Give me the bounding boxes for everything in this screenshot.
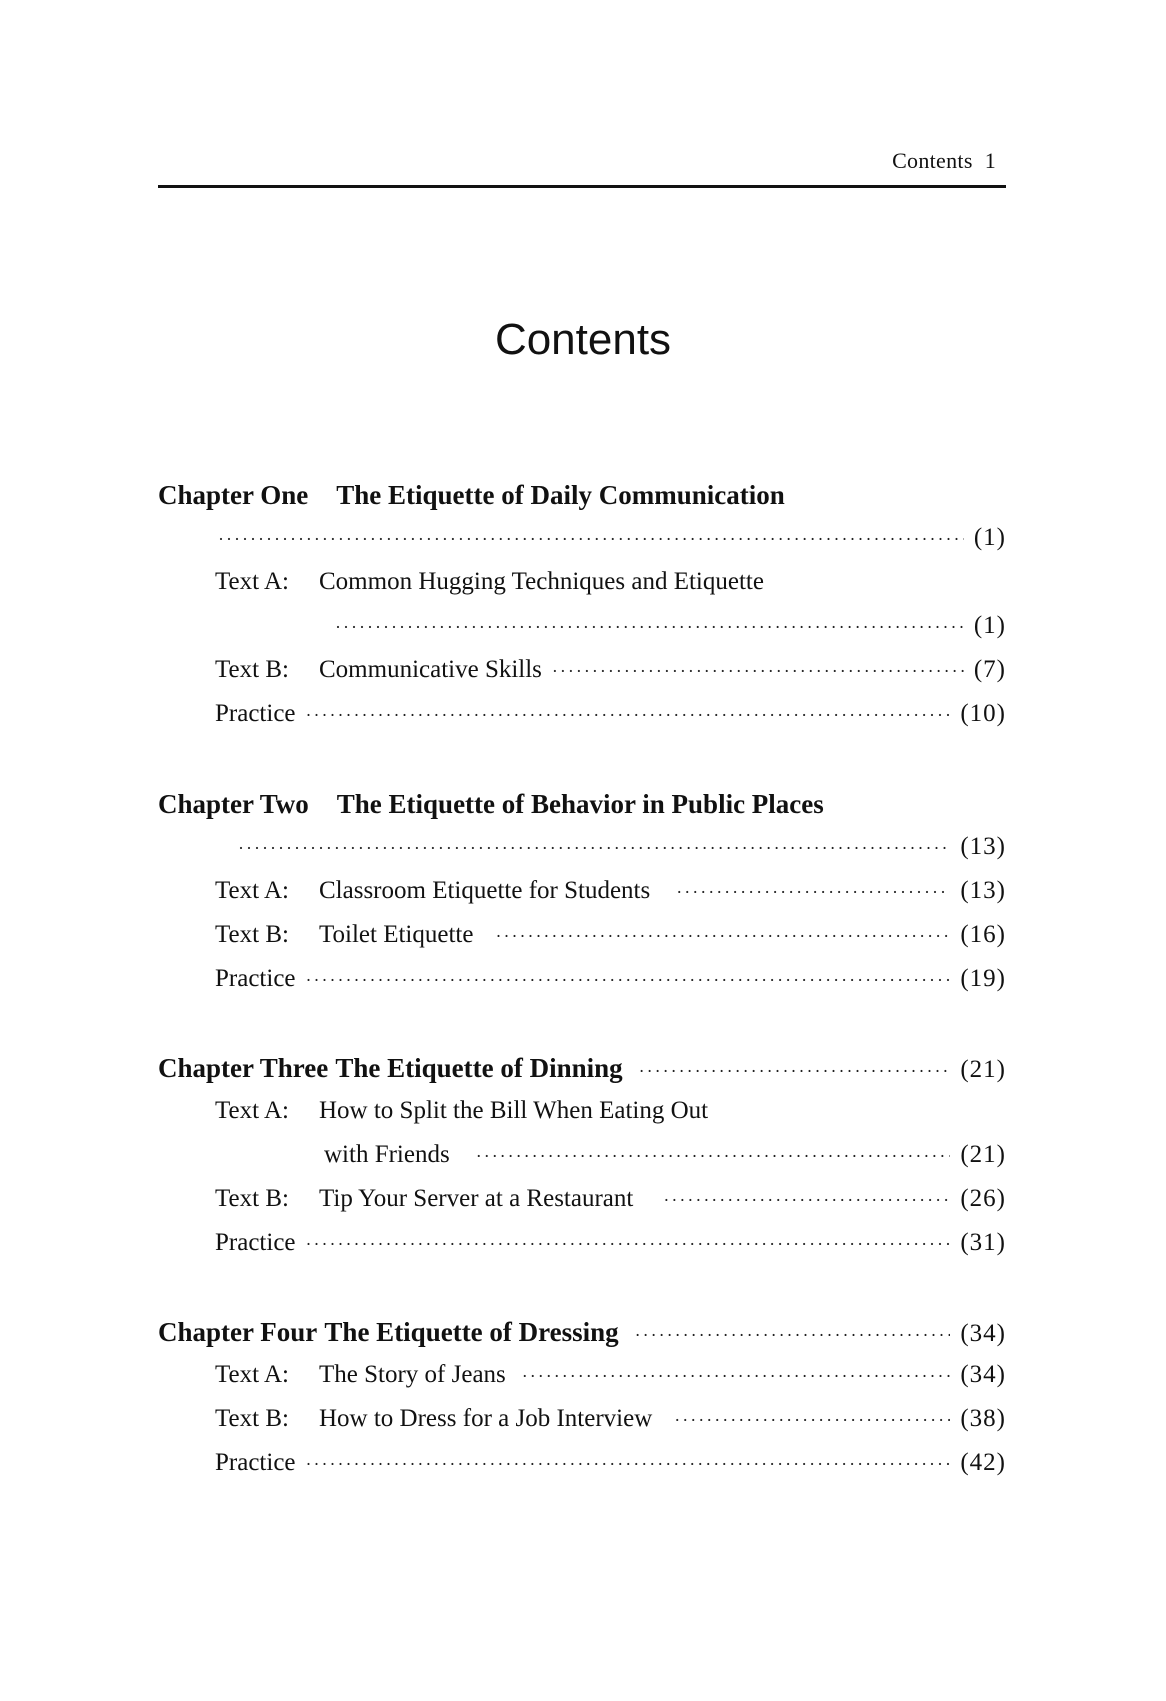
page-number: (1) [973,612,1006,639]
entry-title: Communicative Skills [319,656,542,683]
toc-entry[interactable] [215,1361,1006,1397]
page-number: (21) [960,1141,1006,1168]
entry-label: Text A: [215,1097,289,1124]
page-number: (1) [973,524,1006,551]
toc-entry[interactable] [215,921,1006,957]
page-number: (34) [960,1361,1006,1388]
page-number: (19) [960,965,1006,992]
dot-leader [552,661,964,682]
chapter-label: Chapter One [158,480,309,510]
toc-entry[interactable] [215,1229,1006,1265]
chapter-heading[interactable] [158,1317,1006,1353]
page-number: (31) [960,1229,1006,1256]
toc-entry[interactable] [215,700,1006,736]
entry-label: Text B: [215,1185,289,1212]
entry-label: Text A: [215,1361,289,1388]
page-number: (21) [960,1056,1006,1083]
chapter-heading[interactable] [158,480,1006,516]
page-number: (38) [960,1405,1006,1432]
dot-leader [476,1146,951,1167]
page-number: (10) [960,700,1006,727]
dot-leader [663,1190,950,1211]
chapter-label: Chapter Four [158,1317,318,1347]
page-number: (42) [960,1449,1006,1476]
running-head-page-number: 1 [984,148,996,173]
entry-title: Practice [215,700,296,727]
page-number: (16) [960,921,1006,948]
entry-title-continued: with Friends [324,1141,450,1168]
toc-entry[interactable] [215,568,1006,604]
entry-title: Classroom Etiquette for Students [319,877,651,904]
dot-leader [306,1234,951,1255]
dot-leader [335,617,964,638]
page-number: (13) [960,877,1006,904]
entry-label: Text B: [215,921,289,948]
dot-leader [238,838,950,859]
entry-title: Common Hugging Techniques and Etiquette [319,568,764,595]
dot-leader [218,529,964,550]
page-number: (7) [973,656,1006,683]
toc-leader-line[interactable] [218,524,1006,560]
page-number: (34) [960,1320,1006,1347]
chapter-title: The Etiquette of Dinning [335,1053,623,1083]
toc-entry[interactable] [215,656,1006,692]
entry-title: Tip Your Server at a Restaurant [319,1185,634,1212]
entry-title: Practice [215,1449,296,1476]
chapter-heading[interactable] [158,789,1006,825]
dot-leader [306,1454,951,1475]
chapter-title: The Etiquette of Dressing [324,1317,619,1347]
toc-leader-line[interactable] [335,612,1006,648]
entry-label: Text B: [215,656,289,683]
toc-entry[interactable] [215,877,1006,913]
entry-title: How to Split the Bill When Eating Out [319,1097,709,1124]
dot-leader [676,882,950,903]
toc-entry[interactable] [215,1185,1006,1221]
running-head-label: Contents [892,148,973,173]
dot-leader [306,970,951,991]
toc-entry-continuation[interactable] [324,1141,1006,1177]
entry-label: Text A: [215,568,289,595]
entry-title: Practice [215,965,296,992]
chapter-heading[interactable] [158,1053,1006,1089]
page-title: Contents [494,315,672,364]
dot-leader [495,926,950,947]
dot-leader [639,1061,951,1082]
toc-entry[interactable] [215,1449,1006,1485]
toc-entry[interactable] [215,1405,1006,1441]
toc-entry[interactable] [215,1097,1006,1133]
toc-leader-line[interactable] [238,833,1006,869]
entry-title: The Story of Jeans [319,1361,506,1388]
entry-title: Practice [215,1229,296,1256]
entry-label: Text A: [215,877,289,904]
chapter-title: The Etiquette of Daily Communication [336,480,785,510]
dot-leader [306,705,951,726]
dot-leader [674,1410,950,1431]
toc-entry[interactable] [215,965,1006,1001]
chapter-label: Chapter Three [158,1053,329,1083]
entry-title: How to Dress for a Job Interview [319,1405,653,1432]
chapter-label: Chapter Two [158,789,309,819]
page-number: (13) [960,833,1006,860]
page-number: (26) [960,1185,1006,1212]
dot-leader [522,1366,951,1387]
entry-label: Text B: [215,1405,289,1432]
dot-leader [635,1325,951,1346]
chapter-title: The Etiquette of Behavior in Public Places [336,789,824,819]
entry-title: Toilet Etiquette [319,921,474,948]
